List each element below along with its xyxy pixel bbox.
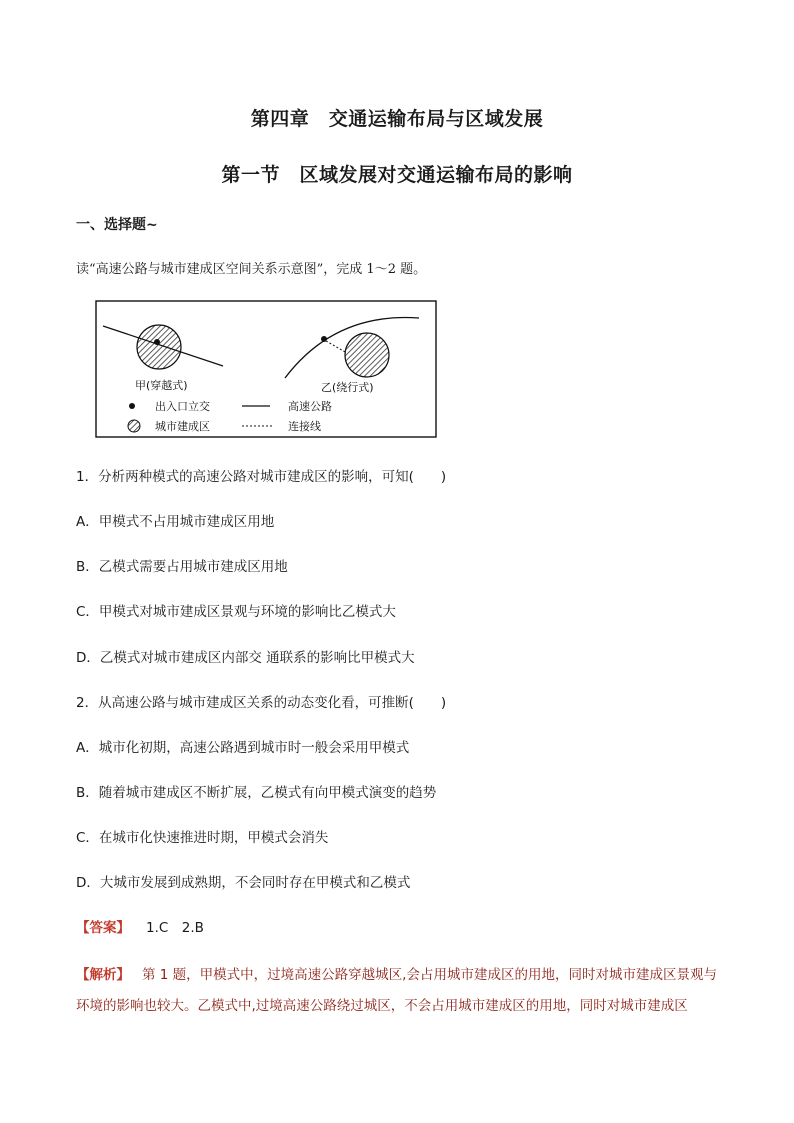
figure-frame [96, 301, 436, 437]
question-1-option-b: B．乙模式需要占用城市建成区用地 [76, 559, 288, 575]
question-intro: 读“高速公路与城市建成区空间关系示意图”，完成 1～2 题。 [76, 262, 427, 277]
connector-b [326, 341, 347, 353]
explanation-block [76, 960, 726, 1022]
legend-connector-label: 连接线 [288, 420, 321, 433]
section-title: 第一节 区域发展对交通运输布局的影响 [221, 164, 573, 186]
label-mode-a: 甲(穿越式) [135, 379, 188, 392]
question-1-stem: 1．分析两种模式的高速公路对城市建成区的影响，可知( ) [76, 469, 447, 485]
question-2-stem: 2．从高速公路与城市建成区关系的动态变化看，可推断( ) [76, 695, 447, 711]
answer-tag: 【答案】 [76, 920, 130, 936]
legend-built-area-icon [128, 420, 140, 432]
answer-block [76, 916, 204, 936]
explanation-text: 第 1 题，甲模式中，过境高速公路穿越城区,会占用城市建成区的用地，同时对城市建成区景观与环境的影响也较大。乙模式中,过境高速公路绕过城区，不会占用城市建成区的用地，同时对城市建成区 [76, 967, 717, 1014]
legend-interchange-icon [129, 403, 135, 409]
question-2-option-b: B．随着城市建成区不断扩展，乙模式有向甲模式演变的趋势 [76, 785, 437, 801]
interchange-a [154, 339, 160, 345]
answer-text: 1.C 2.B [146, 920, 204, 936]
legend-interchange-label: 出入口立交 [155, 400, 210, 413]
question-2-option-c: C．在城市化快速推进时期，甲模式会消失 [76, 830, 329, 846]
city-area-a [137, 325, 181, 369]
question-1-option-c: C．甲模式对城市建成区景观与环境的影响比乙模式大 [76, 604, 396, 620]
question-2-option-a: A．城市化初期，高速公路遇到城市时一般会采用甲模式 [76, 740, 410, 756]
city-area-b [345, 333, 389, 377]
question-2-option-d: D．大城市发展到成熟期，不会同时存在甲模式和乙模式 [76, 875, 411, 891]
part-heading: 一、选择题~ [76, 217, 158, 233]
legend-highway-label: 高速公路 [288, 400, 332, 413]
question-1-option-a: A．甲模式不占用城市建成区用地 [76, 514, 275, 530]
legend-built-area-label: 城市建成区 [155, 420, 210, 433]
chapter-title: 第四章 交通运输布局与区域发展 [250, 108, 544, 130]
highway-city-diagram [95, 300, 437, 438]
explanation-tag: 【解析】 [76, 967, 130, 983]
question-1-option-d: D．乙模式对城市建成区内部交 通联系的影响比甲模式大 [76, 650, 415, 666]
label-mode-b: 乙(绕行式) [321, 381, 374, 394]
